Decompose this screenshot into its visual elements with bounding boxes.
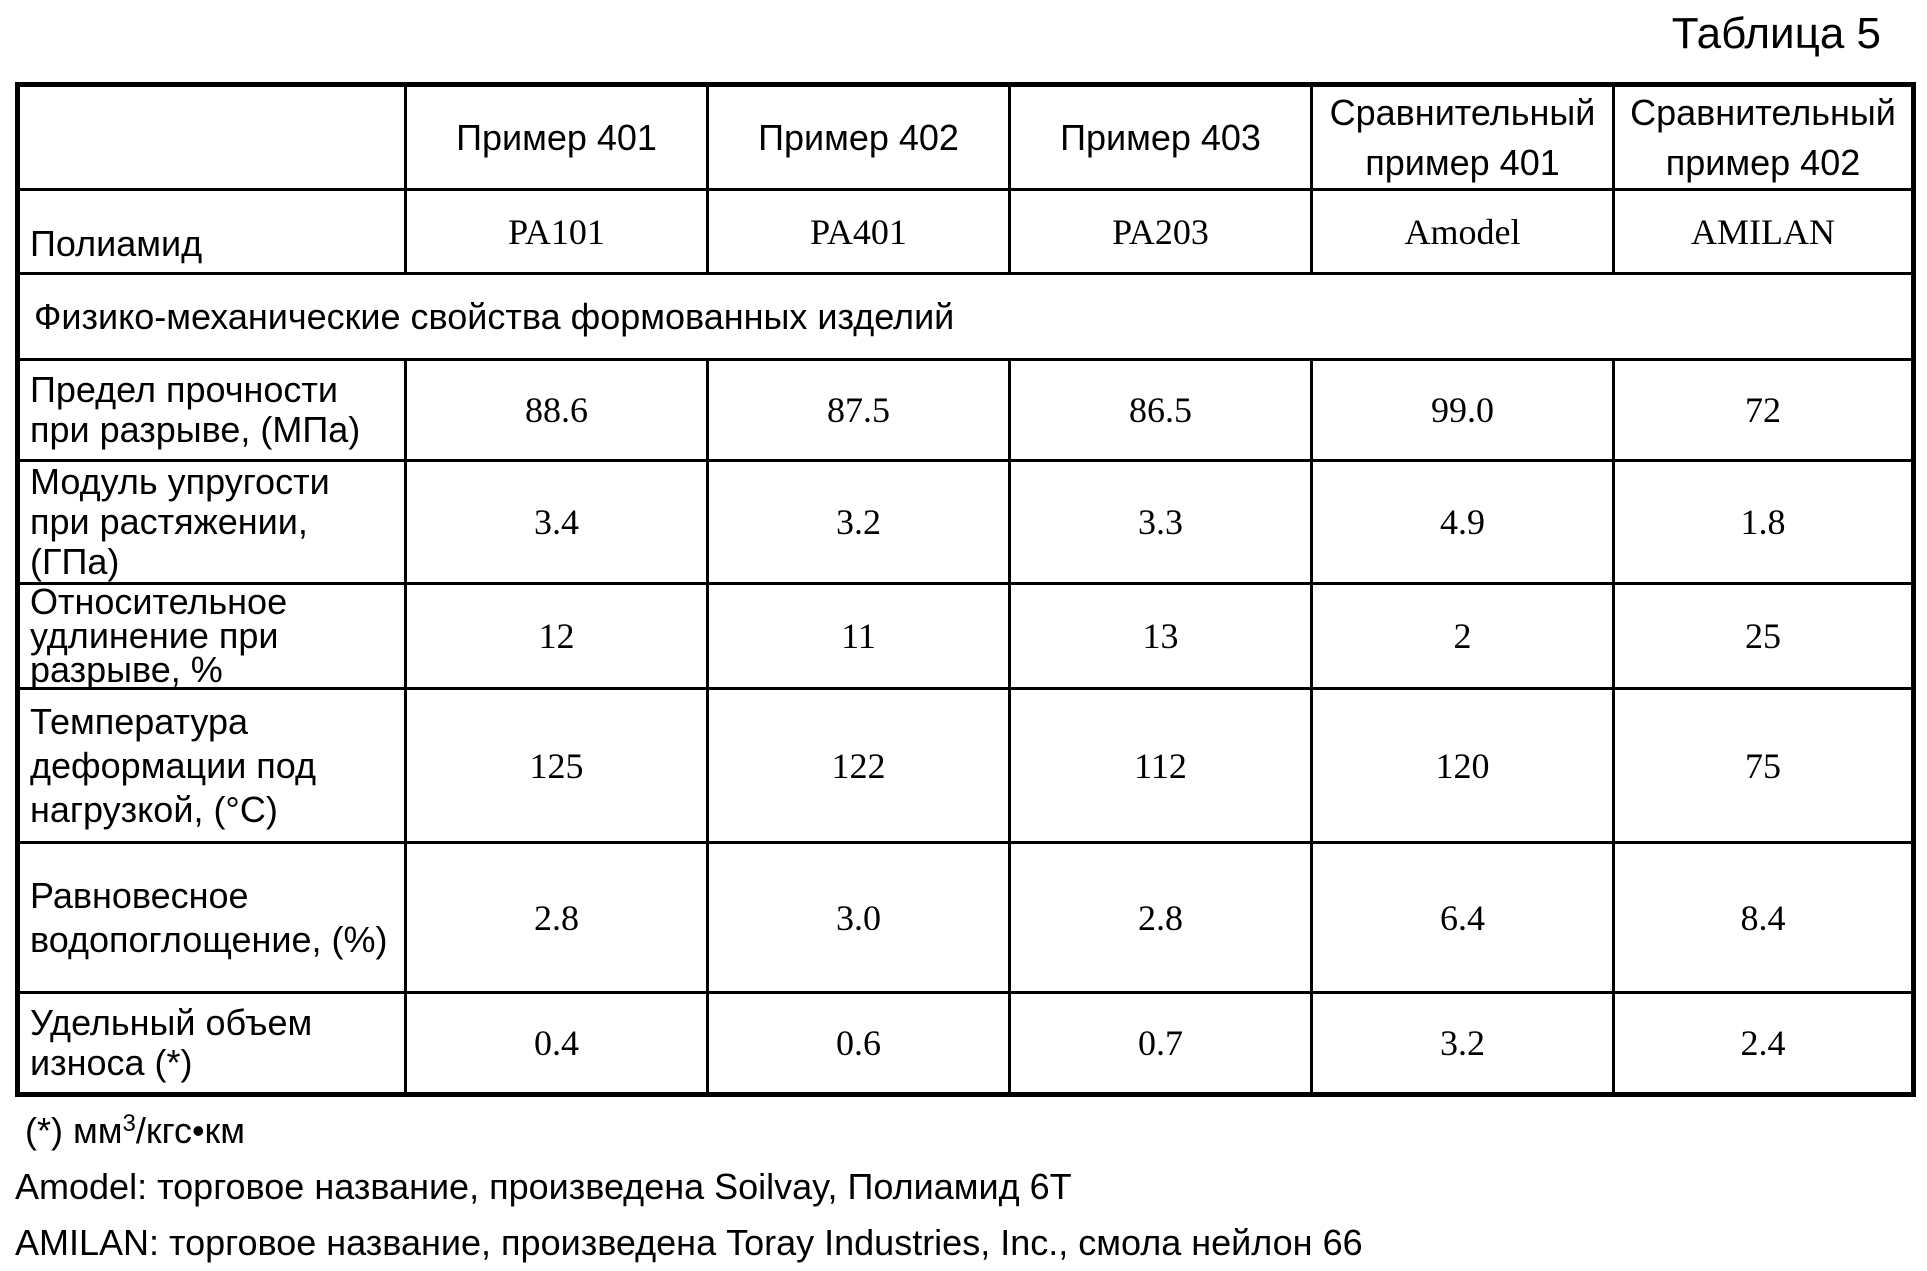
value-cell: 86.5 [1010,360,1312,461]
row-label: Предел прочности при разрыве, (МПа) [18,360,406,461]
value-cell: 112 [1010,689,1312,843]
column-header: Сравнительный пример 401 [1312,85,1614,190]
amodel-footnote: Amodel: торговое название, произведена Soilvay, Полиамид 6T [15,1166,1072,1207]
value-cell: 3.3 [1010,461,1312,584]
row-label: Относительное удлинение при разрыве, % [18,584,406,689]
section-title: Физико-механические свойства формованных изделий [18,274,1914,360]
unit-prefix: (*) мм [25,1110,123,1151]
table-row [18,584,1914,689]
unit-superscript: 3 [122,1110,136,1137]
amilan-footnote: AMILAN: торговое название, произведена Toray Industries, Inc., смола нейлон 66 [15,1222,1363,1263]
row-label: Температура деформации под нагрузкой, (°C) [18,689,406,843]
row-label: Модуль упругости при растяжении, (ГПа) [18,461,406,584]
column-header: Пример 402 [708,85,1010,190]
polyamide-cell: AMILAN [1614,190,1914,274]
column-header: Сравнительный пример 402 [1614,85,1914,190]
unit-suffix: /кгс•км [135,1110,246,1151]
value-cell: 2 [1312,584,1614,689]
column-header: Пример 403 [1010,85,1312,190]
value-cell: 11 [708,584,1010,689]
section-row [18,274,1914,360]
value-cell: 0.7 [1010,993,1312,1095]
polyamide-cell: PA401 [708,190,1010,274]
value-cell: 3.4 [406,461,708,584]
table-row [18,993,1914,1095]
value-cell: 72 [1614,360,1914,461]
table-row [18,360,1914,461]
value-cell: 25 [1614,584,1914,689]
table-row [18,843,1914,993]
table-row [18,689,1914,843]
value-cell: 99.0 [1312,360,1614,461]
value-cell: 0.4 [406,993,708,1095]
unit-footnote [15,1096,1905,1159]
row-label: Полиамид [18,190,406,274]
value-cell: 120 [1312,689,1614,843]
value-cell: 3.2 [708,461,1010,584]
polyamide-row [18,190,1914,274]
value-cell: 4.9 [1312,461,1614,584]
value-cell: 75 [1614,689,1914,843]
polyamide-cell: PA101 [406,190,708,274]
value-cell: 2.4 [1614,993,1914,1095]
footnotes [15,1096,1905,1271]
value-cell: 6.4 [1312,843,1614,993]
header-row [18,85,1914,190]
row-label: Равновесное водопоглощение, (%) [18,843,406,993]
value-cell: 2.8 [406,843,708,993]
table-caption: Таблица 5 [1671,9,1881,58]
value-cell: 3.2 [1312,993,1614,1095]
value-cell: 122 [708,689,1010,843]
column-header: Пример 401 [406,85,708,190]
value-cell: 12 [406,584,708,689]
value-cell: 87.5 [708,360,1010,461]
value-cell: 8.4 [1614,843,1914,993]
value-cell: 1.8 [1614,461,1914,584]
value-cell: 2.8 [1010,843,1312,993]
polyamide-cell: Amodel [1312,190,1614,274]
value-cell: 3.0 [708,843,1010,993]
value-cell: 88.6 [406,360,708,461]
corner-cell [18,85,406,190]
value-cell: 125 [406,689,708,843]
value-cell: 0.6 [708,993,1010,1095]
table-row [18,461,1914,584]
properties-table [15,82,1916,1097]
polyamide-cell: PA203 [1010,190,1312,274]
value-cell: 13 [1010,584,1312,689]
row-label: Удельный объем износа (*) [18,993,406,1095]
